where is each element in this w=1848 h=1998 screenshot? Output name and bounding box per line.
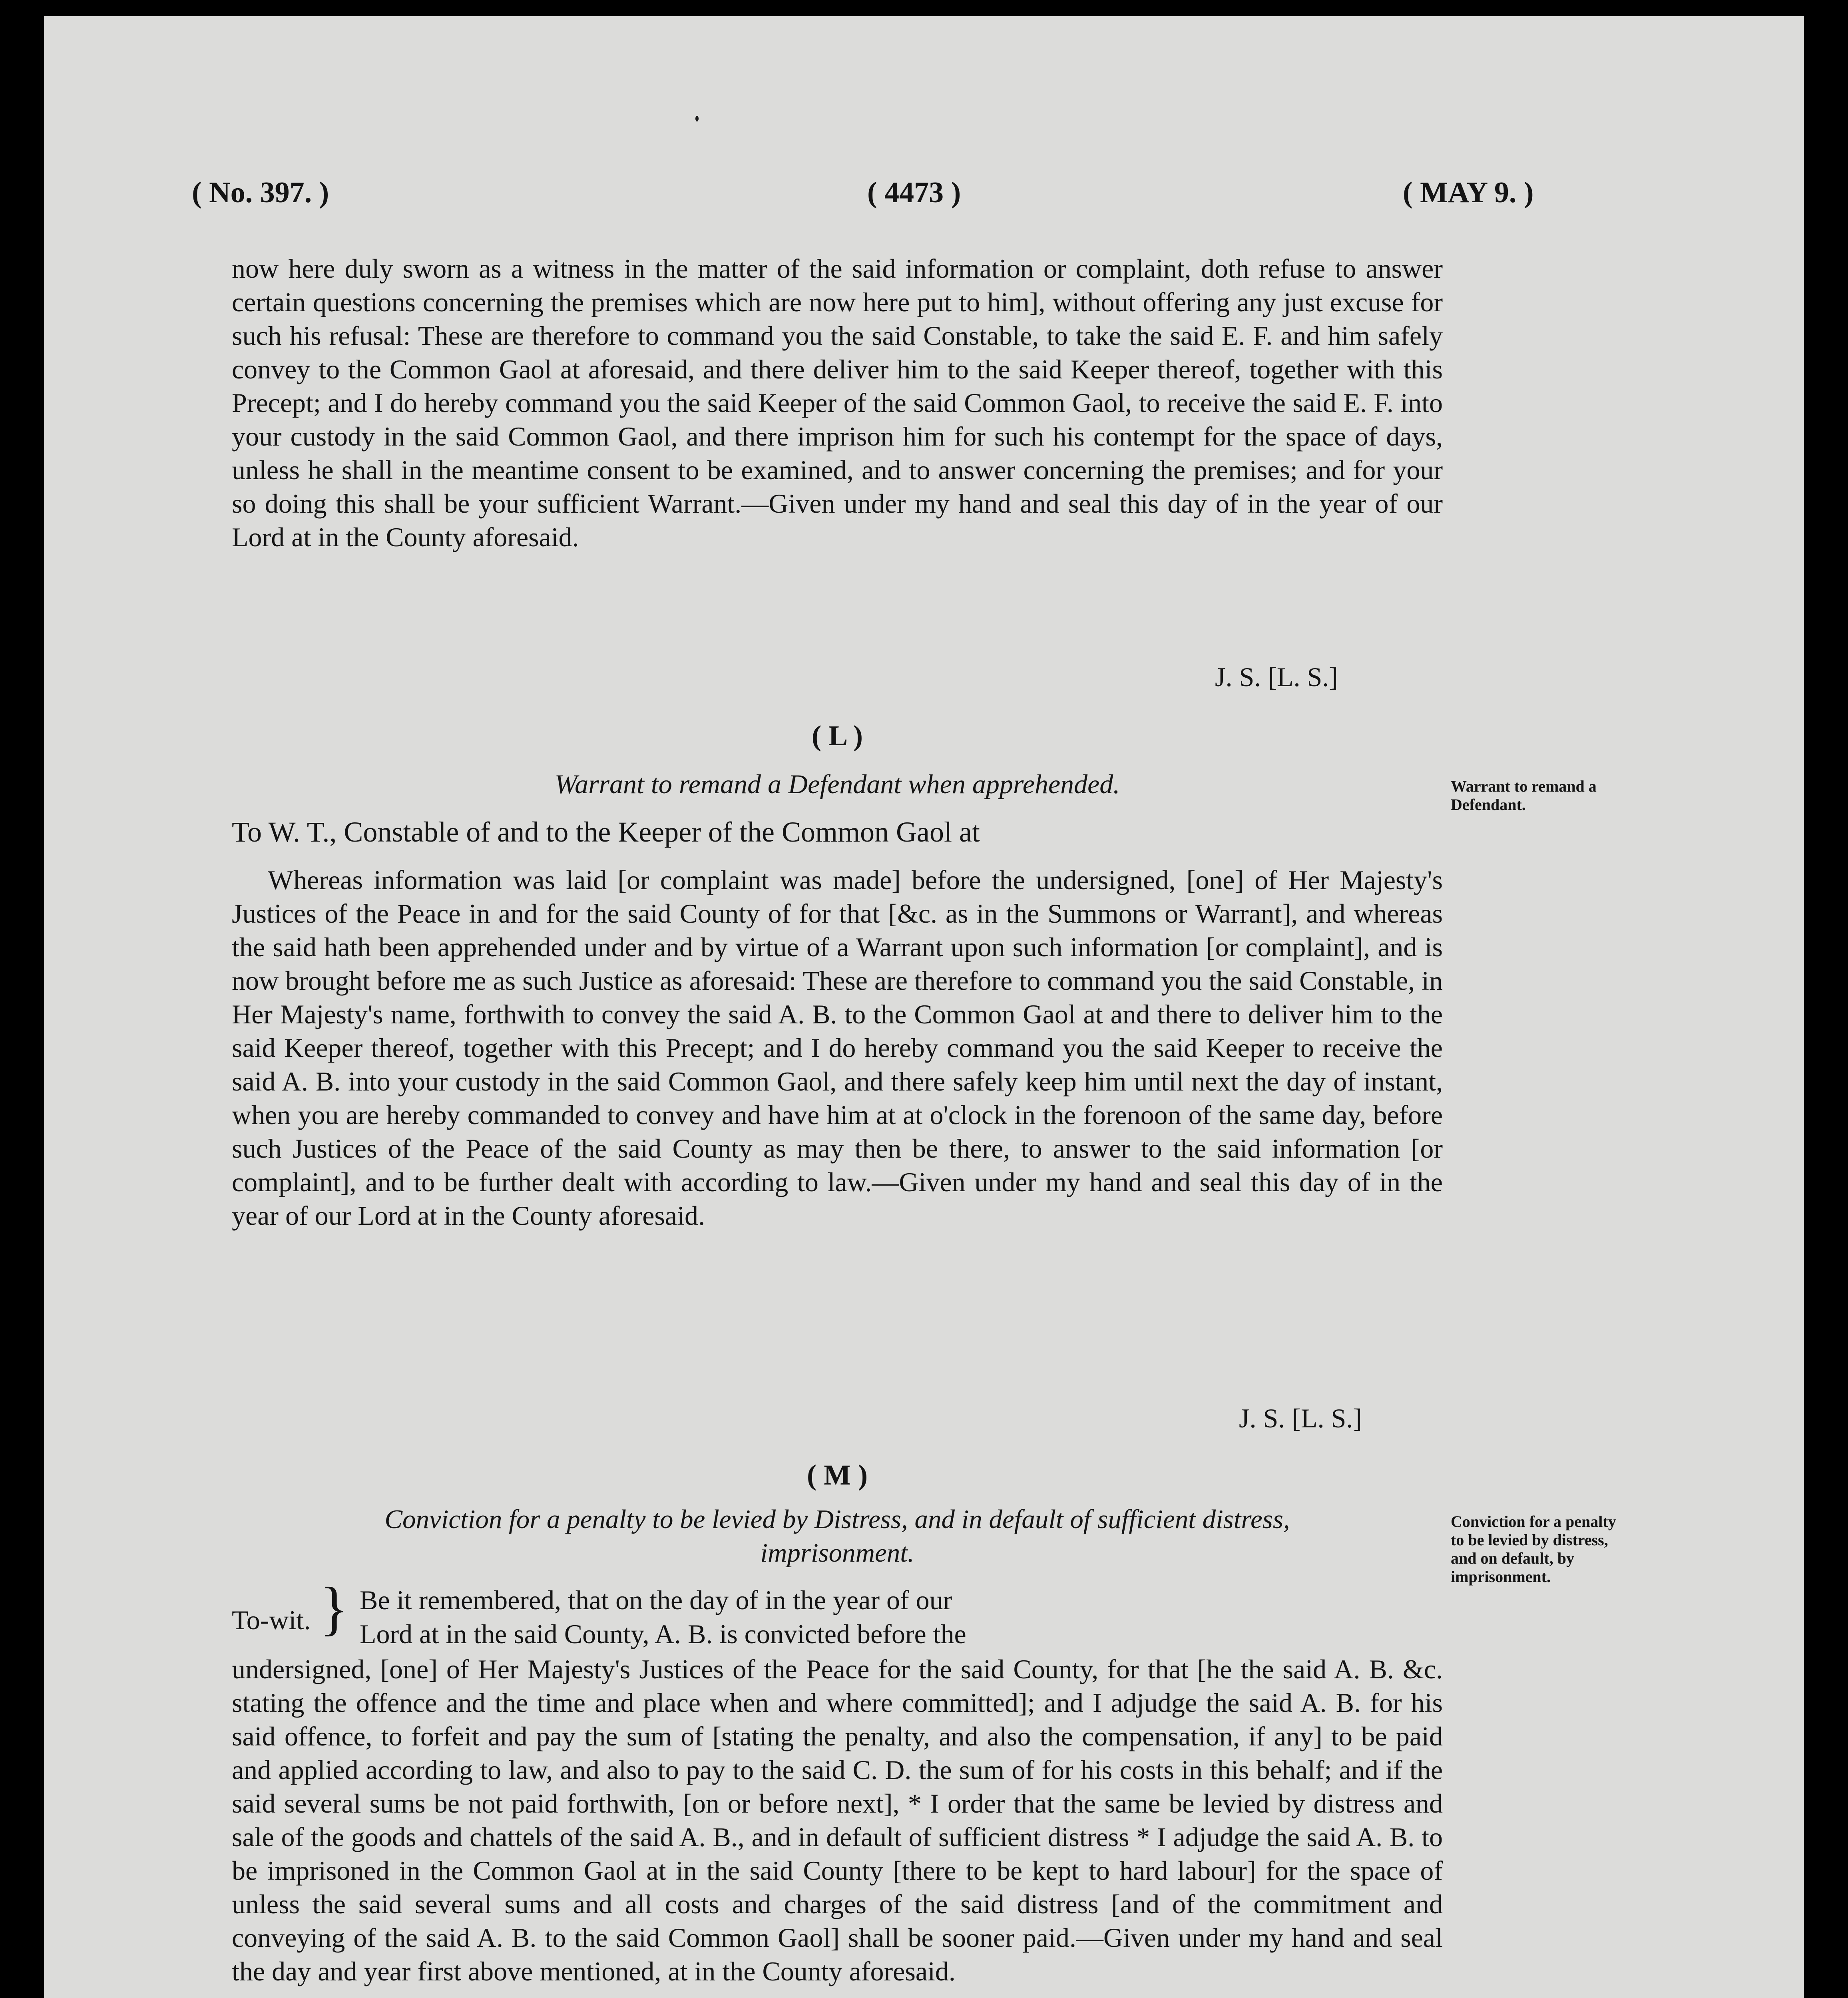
signature-1: J. S. [L. S.] xyxy=(1215,662,1338,692)
section-l-address: To W. T., Constable of and to the Keeper of the Common Gaol at xyxy=(232,816,980,848)
brace-line-2: Lord at in the said County, A. B. is convicted before the xyxy=(360,1619,966,1649)
page-header xyxy=(192,176,1591,228)
signature-l: J. S. [L. S.] xyxy=(1239,1403,1362,1433)
gazette-date: ( MAY 9. ) xyxy=(1403,176,1534,209)
page-number: ( 4473 ) xyxy=(867,176,961,209)
section-m-letter: ( M ) xyxy=(807,1459,868,1491)
document-page xyxy=(44,16,1804,1998)
opening-paragraph: now here duly sworn as a witness in the matter of the said information or complaint, doth refuse to answer certain questions concerning the premises which are now here put to him], without offering any just excuse for such his refusal: These are therefore to command you the said Constable, to take the said E. F. and him safely convey to the Common Gaol at aforesaid, and there deliver him to the said Keeper thereof, together with this Precept; and I do hereby command you the said Keeper of the said Common Gaol, to receive the said E. F. into your custody in the said Common Gaol, and there imprison him for such his contempt for the space of days, unless he shall in the meantime consent to be examined, and to answer concerning the premises; and for your so doing this shall be your sufficient Warrant.—Given under my hand and seal this day of in the year of our Lord at in the County aforesaid. xyxy=(232,253,1443,552)
brace-icon: } xyxy=(320,1575,348,1642)
section-m-title: Conviction for a penalty to be levied by Distress, and in default of sufficient distress, imprisonment. xyxy=(384,1504,1290,1568)
margin-note-conviction: Conviction for a penalty to be levied by distress, and on default, by imprisonment. xyxy=(1451,1512,1616,1586)
section-m-body: undersigned, [one] of Her Majesty's Justices of the Peace for the said County, for that [he the said A. B. &c. stating the offence and the time and place when and where committed]; and I adjudge the said A. B. for his said offence, to forfeit and pay the sum of [stating the penalty, and also the compensation, if any] to be paid and applied according to law, and also to pay to the said C. D. the sum of for his costs in this behalf; and if the said several sums be not paid forthwith, [on or before next], * I order that the same be levied by distress and sale of the goods and chattels of the said A. B., and in default of sufficient distress * I adjudge the said A. B. to be imprisoned in the Common Gaol at in the said County [there to be kept to hard labour] for the space of unless the said several sums and all costs and charges of the said distress [and of the commitment and conveying of the said A. B. to the said Common Gaol] shall be sooner paid.—Given under my hand and seal the day and year first above mentioned, at in the County aforesaid. xyxy=(232,1654,1443,1986)
speck xyxy=(695,116,699,121)
brace-line-1: Be it remembered, that on the day of in the year of our xyxy=(360,1585,952,1615)
to-wit-label: To-wit. xyxy=(232,1605,311,1635)
margin-note-warrant: Warrant to remand a Defendant. xyxy=(1451,777,1597,814)
section-l-body: Whereas information was laid [or complaint was made] before the undersigned, [one] of Her Majesty's Justices of the Peace in and for the said County of for that [&c. as in the Summons or Warrant], and whereas the said hath been apprehended under and by virtue of a Warrant upon such information [or complaint], and is now brought before me as such Justice as aforesaid: These are therefore to command you the said Constable, in Her Majesty's name, forthwith to convey the said A. B. to the Common Gaol at and there to deliver him to the said Keeper thereof, together with this Precept; and I do hereby command you the said Keeper to receive the said A. B. into your custody in the said Common Gaol, and there safely keep him until next the day of instant, when you are hereby commanded to convey and have him at at o'clock in the forenoon of the same day, before such Justices of the Peace of the said County as may then be there, to answer to the said information [or complaint], and to be further dealt with according to law.—Given under my hand and seal this day of in the year of our Lord at in the County aforesaid. xyxy=(232,865,1443,1231)
section-l-title: Warrant to remand a Defendant when apprehended. xyxy=(554,769,1120,799)
section-l-letter: ( L ) xyxy=(811,720,863,752)
gazette-number: ( No. 397. ) xyxy=(192,176,329,209)
